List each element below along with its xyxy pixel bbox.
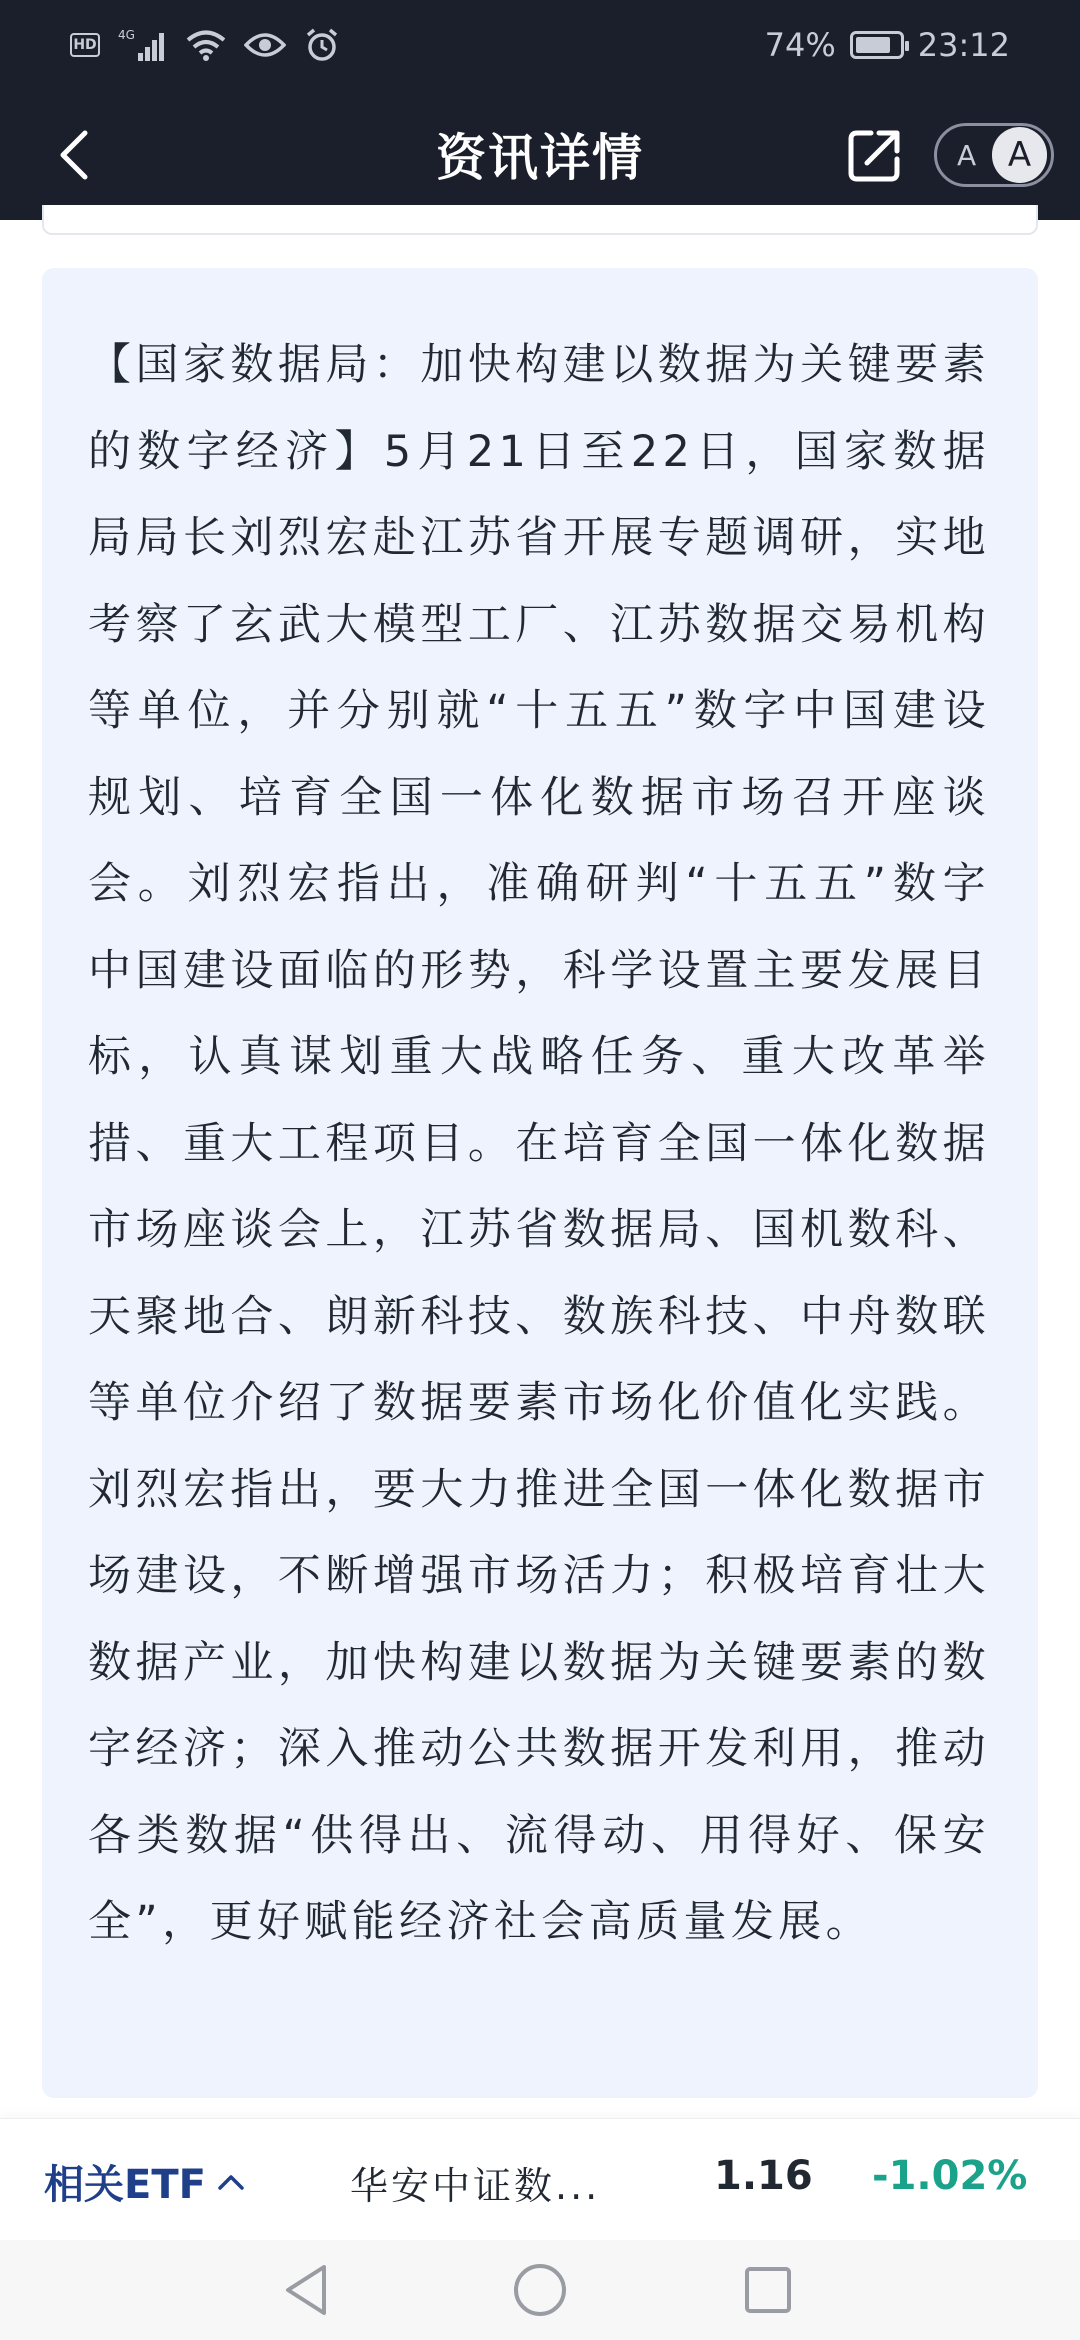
- article-body: 【国家数据局：加快构建以数据为关键要素的数字经济】5月21日至22日，国家数据局局长刘烈宏赴江苏省开展专题调研，实地考察了玄武大模型工厂、江苏数据交易机构等单位，并分别就“十五五”数字中国建设规划、培育全国一体化数据市场召开座谈会。刘烈宏指出，准确研判“十五五”数字中国建设面临的形势，科学设置主要发展目标，认真谋划重大战略任务、重大改革举措、重大工程项目。在培育全国一体化数据市场座谈会上，江苏省数据局、国机数科、天聚地合、朗新科技、数族科技、中舟数联等单位介绍了数据要素市场化价值化实践。刘烈宏指出，要大力推进全国一体化数据市场建设，不断增强市场活力；积极培育壮大数据产业，加快构建以数据为关键要素的数字经济；深入推动公共数据开发利用，推动各类数据“供得出、流得动、用得好、保安全”，更好赋能经济社会高质量发展。: [88, 340, 990, 1947]
- share-button[interactable]: [840, 120, 910, 190]
- hd-icon: HD: [70, 33, 100, 57]
- related-etf-bar[interactable]: [0, 2118, 1080, 2240]
- page-title: 资讯详情: [436, 129, 644, 187]
- previous-card-edge: [42, 205, 1038, 235]
- battery-icon: [850, 31, 904, 59]
- related-etf-toggle[interactable]: [44, 2153, 246, 2210]
- etf-name[interactable]: 华安中证数...: [350, 2164, 601, 2208]
- header: [0, 90, 1080, 220]
- clock: 23:12: [917, 26, 1010, 64]
- status-icons-right: [765, 20, 1010, 70]
- share-icon: [845, 125, 905, 185]
- signal-icon: [118, 27, 168, 63]
- nav-home-icon: [512, 2262, 568, 2318]
- svg-text:4G: 4G: [118, 28, 135, 42]
- nav-recents-button[interactable]: [733, 2258, 803, 2322]
- nav-recents-icon: [743, 2265, 793, 2315]
- font-large-option[interactable]: A: [992, 127, 1047, 183]
- eye-icon: [244, 30, 286, 60]
- font-size-toggle[interactable]: [934, 123, 1054, 187]
- etf-change: -1.02%: [872, 2153, 1028, 2199]
- wifi-icon: [186, 29, 226, 61]
- battery-percent: 74%: [764, 26, 836, 64]
- top-bar: [0, 0, 1080, 220]
- nav-back-button[interactable]: [272, 2258, 342, 2322]
- status-bar: [0, 0, 1080, 90]
- nav-back-icon: [282, 2263, 332, 2317]
- chevron-up-icon: [216, 2172, 246, 2192]
- related-etf-label: 相关ETF: [44, 2162, 206, 2208]
- etf-price: 1.16: [714, 2153, 813, 2199]
- nav-home-button[interactable]: [505, 2258, 575, 2322]
- alarm-icon: [304, 27, 340, 63]
- font-small-option[interactable]: A: [956, 138, 977, 172]
- system-nav-bar: [0, 2240, 1080, 2340]
- article-content: [42, 268, 1038, 2098]
- status-icons-left: [70, 24, 340, 66]
